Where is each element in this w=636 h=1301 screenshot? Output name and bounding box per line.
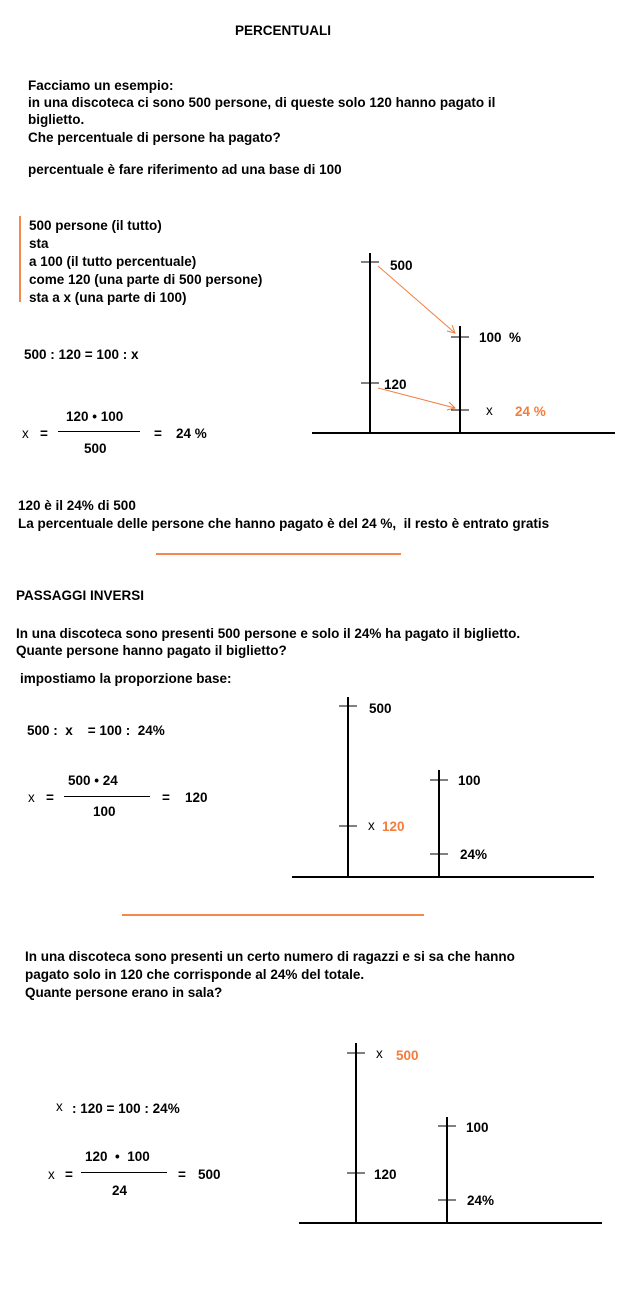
section2-setup: impostiamo la proporzione base: <box>20 671 232 686</box>
intro-line-3: biglietto. <box>28 112 85 127</box>
intro-line-2: in una discoteca ci sono 500 persone, di queste solo 120 hanno pagato il <box>28 95 496 110</box>
diagram3-label-24: 24% <box>467 1193 495 1208</box>
diagram3-answer: 500 <box>396 1048 419 1063</box>
section3-x: x <box>48 1167 55 1182</box>
section2-x: x <box>28 790 35 805</box>
diagram1-answer: 24 % <box>515 404 546 419</box>
proportion-line-1: 500 persone (il tutto) <box>29 218 162 233</box>
section3-equals-2: = <box>178 1167 186 1182</box>
section3-equals: = <box>65 1167 73 1182</box>
diagram2-label-500: 500 <box>369 701 392 716</box>
diagram1-label-120: 120 <box>384 377 407 392</box>
ex1-x: x <box>22 426 29 441</box>
section3-question-1: In una discoteca sono presenti un certo numero di ragazzi e si sa che hanno <box>25 949 515 964</box>
diagram1-label-500: 500 <box>390 258 413 273</box>
ex1-result: 24 % <box>176 426 207 441</box>
section3-result: 500 <box>198 1167 221 1182</box>
section-divider-1 <box>156 553 401 555</box>
section2-equation: 500 : x = 100 : 24% <box>27 723 165 738</box>
ex1-equals: = <box>40 426 48 441</box>
section2-equals-2: = <box>162 790 170 805</box>
proportion-line-2: sta <box>29 236 49 251</box>
diagram2-answer: 120 <box>382 819 405 834</box>
section3-numerator: 120 • 100 <box>85 1149 150 1164</box>
intro-line-1: Facciamo un esempio: <box>28 78 174 93</box>
section2-equals: = <box>46 790 54 805</box>
section2-result: 120 <box>185 790 208 805</box>
diagram1-label-x: x <box>486 403 493 418</box>
section3-equation-x: x <box>56 1099 63 1114</box>
intro-line-4: Che percentuale di persone ha pagato? <box>28 130 281 145</box>
ex1-equals-2: = <box>154 426 162 441</box>
proportion-line-3: a 100 (il tutto percentuale) <box>29 254 197 269</box>
section2-heading: PASSAGGI INVERSI <box>16 588 145 603</box>
diagram2-label-24: 24% <box>460 847 488 862</box>
section2-question-2: Quante persone hanno pagato il biglietto? <box>16 643 287 658</box>
diagram1-arrow-1 <box>378 266 455 333</box>
section2-numerator: 500 • 24 <box>68 773 118 788</box>
section2-question-1: In una discoteca sono presenti 500 persone e solo il 24% ha pagato il biglietto. <box>16 626 521 641</box>
ex1-denominator: 500 <box>84 441 107 456</box>
definition-text: percentuale è fare riferimento ad una base di 100 <box>28 162 342 177</box>
diagram3-label-100: 100 <box>466 1120 489 1135</box>
section3-question-3: Quante persone erano in sala? <box>25 985 223 1000</box>
section3-denominator: 24 <box>112 1183 128 1198</box>
section3-fraction-bar <box>81 1172 167 1173</box>
proportion-line-4: come 120 (una parte di 500 persone) <box>29 272 263 287</box>
diagram-1 <box>312 253 615 433</box>
diagram3-label-120: 120 <box>374 1167 397 1182</box>
section3-equation: : 120 = 100 : 24% <box>72 1101 180 1116</box>
diagram2-label-100: 100 <box>458 773 481 788</box>
page-title: PERCENTUALI <box>235 23 332 38</box>
diagram3-label-x: x <box>376 1046 383 1061</box>
section2-denominator: 100 <box>93 804 116 819</box>
ex1-numerator: 120 • 100 <box>66 409 124 424</box>
ex1-equation: 500 : 120 = 100 : x <box>24 347 139 362</box>
diagram2-label-x: x <box>368 818 375 833</box>
section2-fraction-bar <box>64 796 150 797</box>
proportion-line-5: sta a x (una parte di 100) <box>29 290 187 305</box>
conclusion-line-2: La percentuale delle persone che hanno pagato è del 24 %, il resto è entrato gratis <box>18 516 550 531</box>
section-divider-2 <box>122 914 424 916</box>
diagram1-label-100: 100 % <box>479 330 522 345</box>
section3-question-2: pagato solo in 120 che corrisponde al 24% del totale. <box>25 967 365 982</box>
conclusion-line-1: 120 è il 24% di 500 <box>18 498 136 513</box>
